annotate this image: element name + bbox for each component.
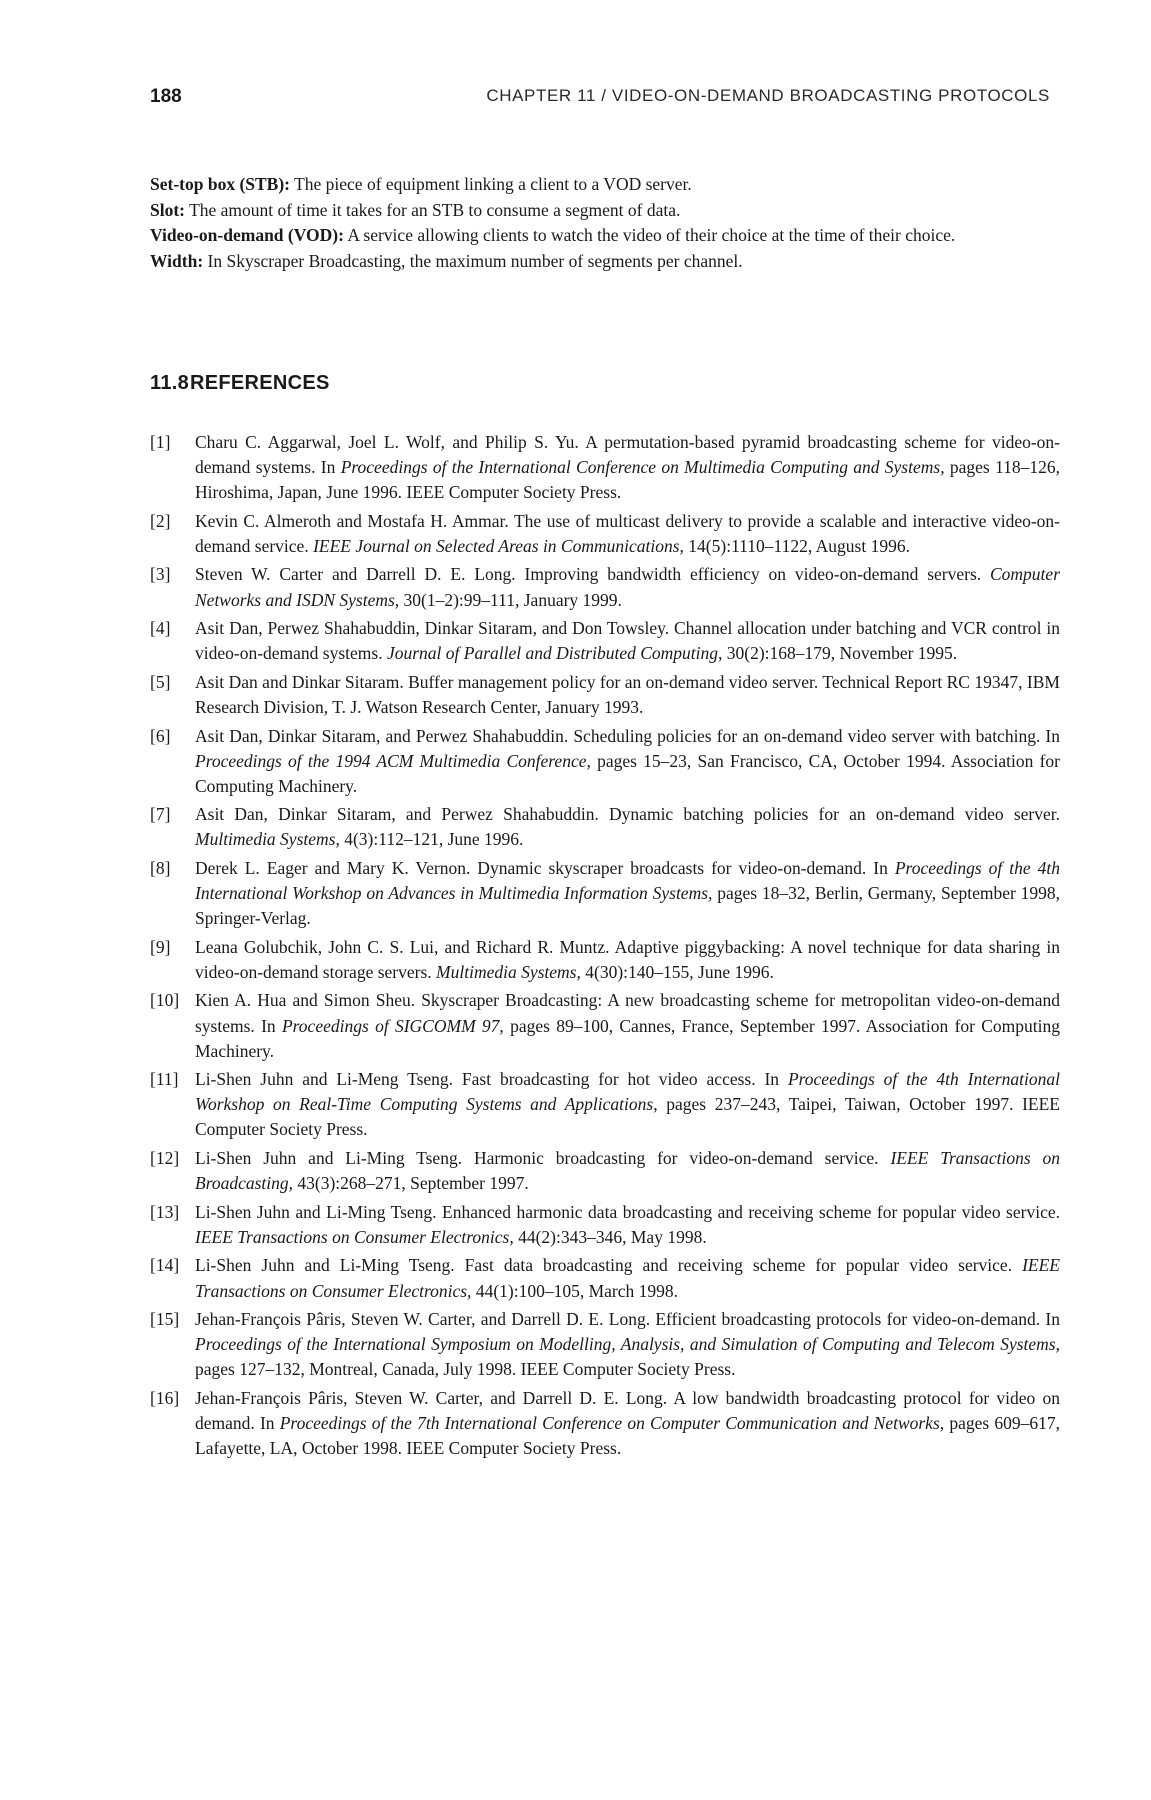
reference-text: Jehan-François Pâris, Steven W. Carter, and Darrell D. E. Long. Efficient broadcasting protocols for video-on-demand. In [195,1309,1060,1330]
reference-venue: Proceedings of the International Conference on Multimedia Computing and Systems, [340,457,945,478]
reference-venue: IEEE Transactions on Broadcasting, [195,1148,1061,1194]
reference-details: 44(2):343–346, May 1998. [513,1226,707,1247]
reference-list [150,430,1060,1465]
reference-text: Asit Dan, Dinkar Sitaram, and Perwez Shahabuddin. Dynamic batching policies for an on-demand video server. [195,804,1060,825]
reference-number: [14] [150,1255,180,1276]
reference-details: pages 609–617, Lafayette, LA, October 1998. IEEE Computer Society Press. [195,1412,1060,1459]
reference-number: [4] [150,618,171,639]
reference-entry [150,1146,1060,1196]
reference-details: pages 15–23, San Francisco, CA, October 1994. Association for Computing Machinery. [195,750,1060,796]
reference-details: pages 237–243, Taipei, Taiwan, October 1997. IEEE Computer Society Press. [195,1094,1060,1140]
reference-number: [9] [150,936,171,957]
reference-details: 4(3):112–121, June 1996. [339,829,524,850]
reference-details: 30(2):168–179, November 1995. [722,643,958,664]
reference-venue: Proceedings of the 4th International Workshop on Advances in Multimedia Information Systems, [195,858,1060,904]
reference-number: [12] [150,1148,180,1169]
reference-text: Li-Shen Juhn and Li-Ming Tseng. Fast data broadcasting and receiving scheme for popular video service. [195,1255,1023,1276]
reference-number: [10] [150,990,180,1011]
reference-venue: Proceedings of the 1994 ACM Multimedia Conference, [195,750,591,771]
reference-details: pages 18–32, Berlin, Germany, September 1998, Springer-Verlag. [195,883,1060,929]
glossary-definition: A service allowing clients to watch the video of their choice at the time of their choice. [347,225,956,246]
glossary-term: Width: [150,250,204,271]
reference-details: pages 89–100, Cannes, France, September 1997. Association for Computing Machinery. [195,1015,1061,1061]
glossary-list [150,172,1060,274]
reference-text: Leana Golubchik, John C. S. Lui, and Richard R. Muntz. Adaptive piggybacking: A novel technique for data sharing in video-on-demand storage servers. [195,936,1060,982]
section-title-text: REFERENCES [190,372,330,394]
reference-text: Li-Shen Juhn and Li-Meng Tseng. Fast broadcasting for hot video access. In [195,1069,788,1090]
reference-text: Asit Dan, Perwez Shahabuddin, Dinkar Sitaram, and Don Towsley. Channel allocation under batching and VCR control in video-on-demand systems. [195,618,1060,664]
reference-entry [150,1307,1060,1382]
glossary-entry [150,172,1060,198]
reference-entry [150,856,1060,931]
reference-text: Kevin C. Almeroth and Mostafa H. Ammar. The use of multicast delivery to provide a scalable and interactive video-on-demand service. [195,510,1060,556]
reference-entry [150,802,1060,852]
reference-venue: Journal of Parallel and Distributed Computing, [386,643,723,664]
reference-details: pages 127–132, Montreal, Canada, July 1998. IEEE Computer Society Press. [195,1359,736,1380]
reference-number: [15] [150,1309,180,1330]
reference-entry [150,670,1060,720]
reference-venue: IEEE Transactions on Consumer Electronics, [195,1226,514,1247]
reference-venue: Proceedings of the 7th International Conference on Computer Communication and Networks, [279,1412,945,1433]
reference-number: [6] [150,725,171,746]
reference-number: [11] [150,1069,179,1090]
reference-venue: IEEE Journal on Selected Areas in Communications, [313,535,684,556]
reference-number: [1] [150,432,171,452]
reference-text: Charu C. Aggarwal, Joel L. Wolf, and Philip S. Yu. A permutation-based pyramid broadcasting scheme for video-on-demand systems. In [195,432,1060,478]
reference-details: 4(30):140–155, June 1996. [580,961,774,982]
reference-entry [150,988,1060,1063]
glossary-term: Video-on-demand (VOD): [150,225,344,246]
reference-text: Derek L. Eager and Mary K. Vernon. Dynamic skyscraper broadcasts for video-on-demand. In [195,858,895,878]
glossary-entry [150,223,1060,249]
reference-entry [150,509,1060,559]
glossary-term: Slot: [150,199,185,220]
glossary-definition: In Skyscraper Broadcasting, the maximum number of segments per channel. [207,250,743,271]
glossary-entry [150,249,1060,275]
page-number: 188 [150,86,182,107]
reference-text: Asit Dan and Dinkar Sitaram. Buffer management policy for an on-demand video server. Technical Report RC 19347, IBM Research Division, T. J. Watson Research Center, January 1993. [195,671,1060,717]
running-head: CHAPTER 11 / VIDEO-ON-DEMAND BROADCASTING PROTOCOLS [486,86,1050,105]
reference-entry [150,1253,1060,1303]
reference-text: Asit Dan, Dinkar Sitaram, and Perwez Shahabuddin. Scheduling policies for an on-demand video server with batching. In [195,725,1060,746]
section-number: 11.8 [150,372,190,394]
reference-text: Li-Shen Juhn and Li-Ming Tseng. Enhanced harmonic data broadcasting and receiving scheme for popular video service. [195,1201,1060,1222]
reference-text: Kien A. Hua and Simon Sheu. Skyscraper Broadcasting: A new broadcasting scheme for metropolitan video-on-demand systems. In [195,990,1060,1036]
reference-entry [150,562,1060,612]
reference-details: pages 118–126, Hiroshima, Japan, June 1996. IEEE Computer Society Press. [195,457,1060,503]
reference-number: [16] [150,1387,180,1408]
page-header [150,86,1050,110]
reference-details: 14(5):1110–1122, August 1996. [683,535,910,556]
reference-number: [7] [150,804,171,825]
reference-venue: Multimedia Systems, [436,961,581,982]
glossary-definition: The amount of time it takes for an STB to consume a segment of data. [189,199,681,220]
reference-venue: Proceedings of the International Symposium on Modelling, Analysis, and Simulation of Computing and Telecom Systems, [195,1334,1060,1355]
reference-entry [150,430,1060,505]
reference-entry [150,1386,1060,1461]
reference-number: [2] [150,510,171,531]
reference-entry [150,935,1060,985]
glossary-entry [150,198,1060,224]
reference-number: [5] [150,671,171,692]
reference-venue: IEEE Transactions on Consumer Electronics, [195,1255,1060,1301]
reference-venue: Multimedia Systems, [195,829,340,850]
reference-venue: Computer Networks and ISDN Systems, [195,564,1060,610]
reference-number: [3] [150,564,171,585]
reference-number: [13] [150,1201,180,1222]
reference-details: 43(3):268–271, September 1997. [293,1173,529,1194]
reference-entry [150,616,1060,666]
reference-entry [150,1200,1060,1250]
glossary-term: Set-top box (STB): [150,174,291,194]
reference-number: [8] [150,858,171,878]
glossary-definition: The piece of equipment linking a client to a VOD server. [294,174,692,194]
reference-text: Li-Shen Juhn and Li-Ming Tseng. Harmonic broadcasting for video-on-demand service. [195,1148,891,1169]
reference-details: 44(1):100–105, March 1998. [471,1280,679,1301]
reference-text: Steven W. Carter and Darrell D. E. Long. Improving bandwidth efficiency on video-on-demand servers. [195,564,990,585]
reference-venue: Proceedings of SIGCOMM 97, [281,1015,504,1036]
reference-details: 30(1–2):99–111, January 1999. [399,589,622,610]
reference-venue: Proceedings of the 4th International Workshop on Real-Time Computing Systems and Applications, [195,1069,1060,1115]
reference-text: Jehan-François Pâris, Steven W. Carter, and Darrell D. E. Long. A low bandwidth broadcasting protocol for video on demand. In [195,1387,1060,1433]
section-heading [150,372,330,395]
reference-entry [150,724,1060,799]
reference-entry [150,1067,1060,1142]
